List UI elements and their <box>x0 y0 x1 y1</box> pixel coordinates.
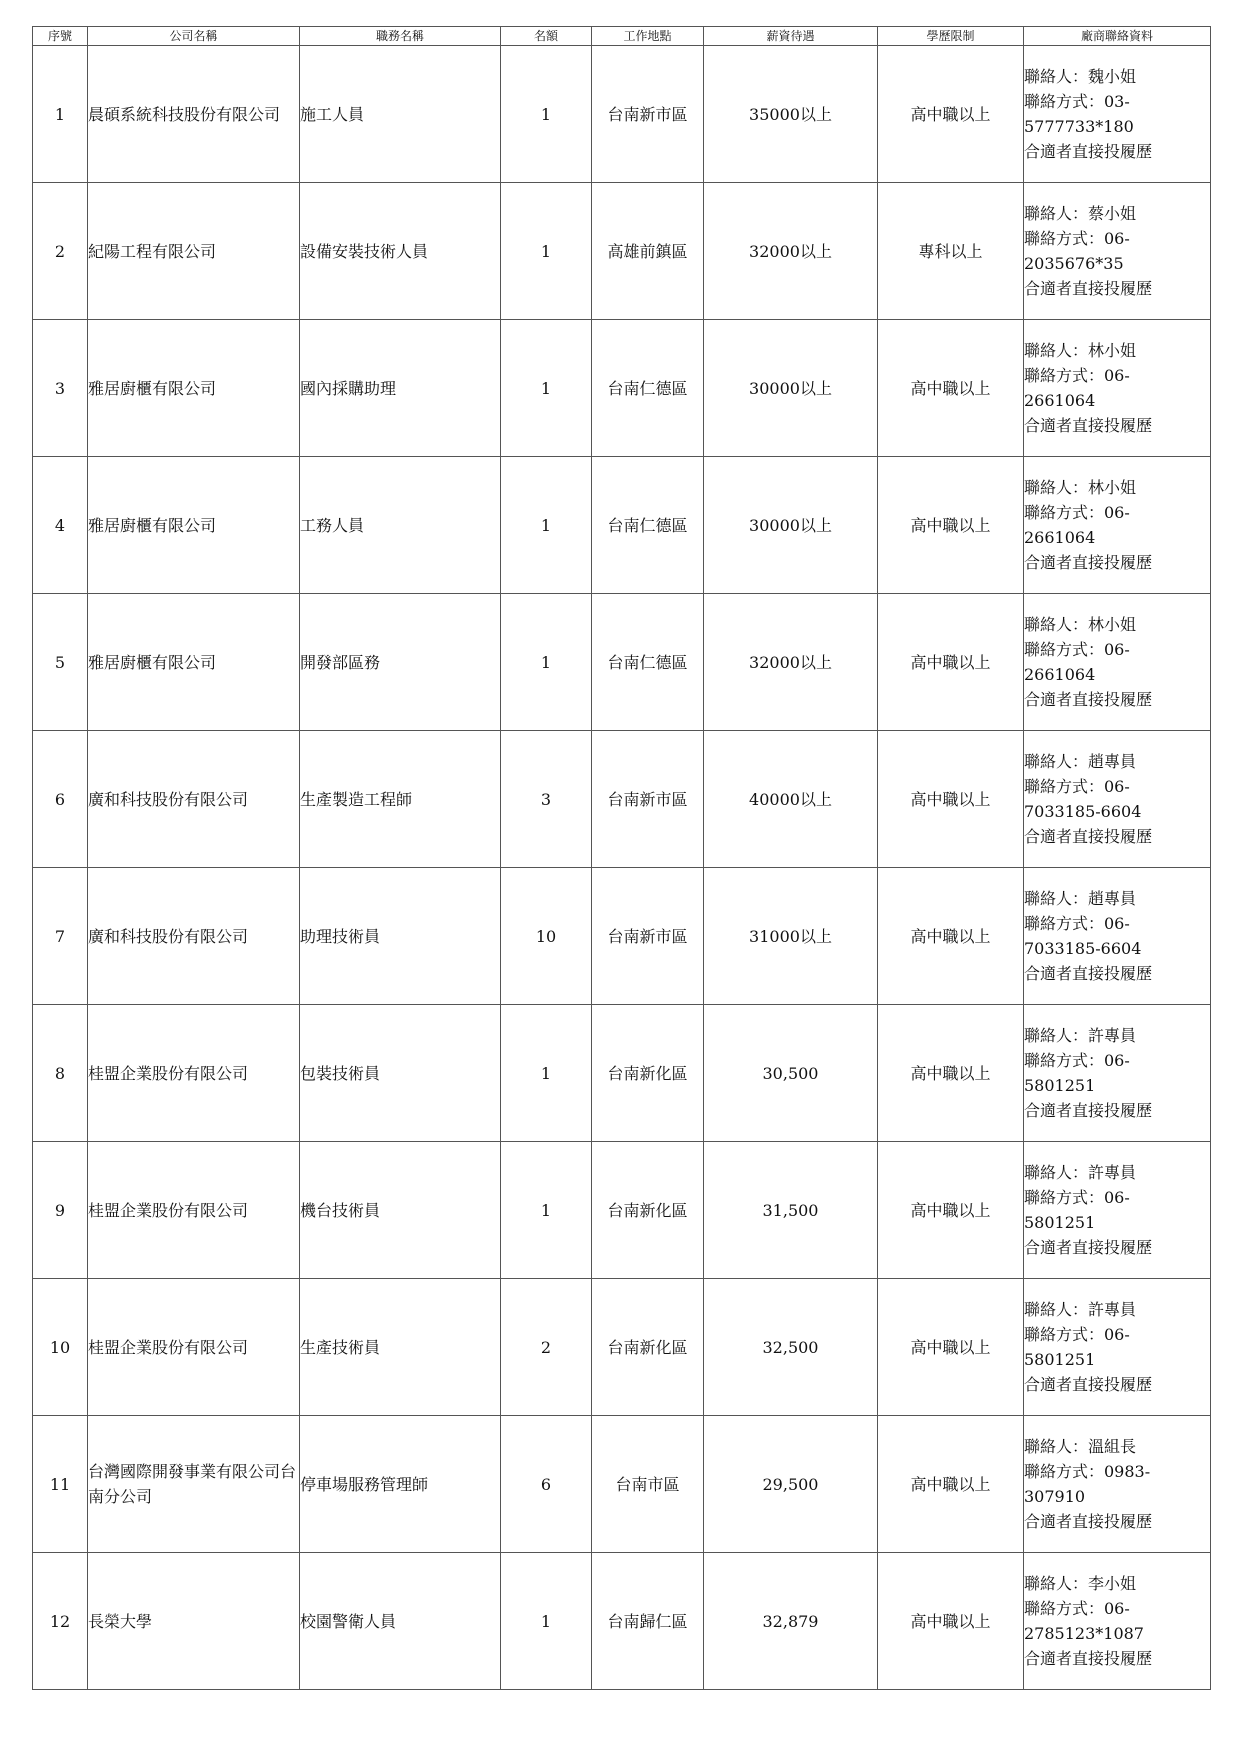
table-row <box>33 183 1211 320</box>
contact-note-line: 合適者直接投履歷 <box>1024 1649 1153 1668</box>
cell-contact <box>1024 320 1211 457</box>
cell-contact <box>1024 1005 1211 1142</box>
cell-education: 高中職以上 <box>878 1005 1024 1142</box>
contact-phone-line: 307910 <box>1024 1487 1086 1506</box>
cell-salary: 32000以上 <box>704 183 878 320</box>
cell-contact <box>1024 594 1211 731</box>
header-education: 學歷限制 <box>878 27 1024 46</box>
cell-position: 施工人員 <box>300 46 501 183</box>
cell-company: 廣和科技股份有限公司 <box>88 731 300 868</box>
cell-count: 1 <box>501 320 592 457</box>
contact-person-line: 聯絡人：趙專員 <box>1024 889 1137 908</box>
cell-salary: 30,500 <box>704 1005 878 1142</box>
header-position: 職務名稱 <box>300 27 501 46</box>
cell-position: 開發部區務 <box>300 594 501 731</box>
cell-index: 12 <box>33 1553 88 1690</box>
cell-index: 4 <box>33 457 88 594</box>
contact-note-line: 合適者直接投履歷 <box>1024 553 1153 572</box>
cell-salary: 30000以上 <box>704 320 878 457</box>
contact-person-line: 聯絡人：林小姐 <box>1024 478 1137 497</box>
table-row <box>33 731 1211 868</box>
contact-note-line: 合適者直接投履歷 <box>1024 416 1153 435</box>
cell-index: 9 <box>33 1142 88 1279</box>
contact-person-line: 聯絡人：魏小姐 <box>1024 67 1137 86</box>
contact-method-line: 聯絡方式：06- <box>1024 366 1130 385</box>
header-location: 工作地點 <box>592 27 704 46</box>
cell-index: 2 <box>33 183 88 320</box>
contact-person-line: 聯絡人：許專員 <box>1024 1300 1137 1319</box>
cell-education: 高中職以上 <box>878 457 1024 594</box>
cell-contact <box>1024 46 1211 183</box>
cell-position: 設備安裝技術人員 <box>300 183 501 320</box>
contact-person-line: 聯絡人：許專員 <box>1024 1026 1137 1045</box>
cell-salary: 30000以上 <box>704 457 878 594</box>
contact-phone-line: 5801251 <box>1024 1350 1096 1369</box>
cell-company: 晨碩系統科技股份有限公司 <box>88 46 300 183</box>
contact-method-line: 聯絡方式：06- <box>1024 1325 1130 1344</box>
cell-position: 助理技術員 <box>300 868 501 1005</box>
table-row <box>33 1142 1211 1279</box>
contact-phone-line: 5801251 <box>1024 1213 1096 1232</box>
cell-location: 台南市區 <box>592 1416 704 1553</box>
contact-method-line: 聯絡方式：06- <box>1024 1051 1130 1070</box>
cell-contact <box>1024 1279 1211 1416</box>
table-row <box>33 868 1211 1005</box>
cell-company: 廣和科技股份有限公司 <box>88 868 300 1005</box>
header-salary: 薪資待遇 <box>704 27 878 46</box>
cell-salary: 40000以上 <box>704 731 878 868</box>
contact-note-line: 合適者直接投履歷 <box>1024 827 1153 846</box>
cell-education: 高中職以上 <box>878 1553 1024 1690</box>
cell-company: 長榮大學 <box>88 1553 300 1690</box>
cell-position: 生產技術員 <box>300 1279 501 1416</box>
cell-count: 1 <box>501 183 592 320</box>
contact-person-line: 聯絡人：蔡小姐 <box>1024 204 1137 223</box>
cell-location: 台南新市區 <box>592 46 704 183</box>
cell-index: 11 <box>33 1416 88 1553</box>
contact-note-line: 合適者直接投履歷 <box>1024 279 1153 298</box>
cell-location: 高雄前鎮區 <box>592 183 704 320</box>
cell-education: 高中職以上 <box>878 731 1024 868</box>
cell-company: 台灣國際開發事業有限公司台南分公司 <box>88 1416 300 1553</box>
cell-count: 1 <box>501 46 592 183</box>
contact-person-line: 聯絡人：林小姐 <box>1024 341 1137 360</box>
contact-phone-line: 2661064 <box>1024 665 1096 684</box>
contact-person-line: 聯絡人：許專員 <box>1024 1163 1137 1182</box>
cell-location: 台南仁德區 <box>592 320 704 457</box>
cell-salary: 32000以上 <box>704 594 878 731</box>
cell-index: 3 <box>33 320 88 457</box>
cell-company: 桂盟企業股份有限公司 <box>88 1142 300 1279</box>
contact-method-line: 聯絡方式：06- <box>1024 640 1130 659</box>
header-index: 序號 <box>33 27 88 46</box>
cell-position: 機台技術員 <box>300 1142 501 1279</box>
cell-contact <box>1024 1142 1211 1279</box>
contact-note-line: 合適者直接投履歷 <box>1024 142 1153 161</box>
cell-education: 高中職以上 <box>878 1279 1024 1416</box>
cell-position: 國內採購助理 <box>300 320 501 457</box>
cell-salary: 31,500 <box>704 1142 878 1279</box>
cell-location: 台南新市區 <box>592 731 704 868</box>
contact-method-line: 聯絡方式：06- <box>1024 914 1130 933</box>
table-row <box>33 1279 1211 1416</box>
table-row <box>33 457 1211 594</box>
cell-location: 台南歸仁區 <box>592 1553 704 1690</box>
contact-phone-line: 5777733*180 <box>1024 117 1134 136</box>
cell-position: 停車場服務管理師 <box>300 1416 501 1553</box>
cell-index: 6 <box>33 731 88 868</box>
cell-location: 台南新化區 <box>592 1142 704 1279</box>
cell-count: 10 <box>501 868 592 1005</box>
cell-count: 1 <box>501 1553 592 1690</box>
cell-education: 高中職以上 <box>878 1142 1024 1279</box>
cell-education: 專科以上 <box>878 183 1024 320</box>
cell-salary: 32,879 <box>704 1553 878 1690</box>
cell-education: 高中職以上 <box>878 1416 1024 1553</box>
cell-company: 雅居廚櫃有限公司 <box>88 320 300 457</box>
table-row <box>33 594 1211 731</box>
cell-salary: 31000以上 <box>704 868 878 1005</box>
cell-education: 高中職以上 <box>878 46 1024 183</box>
cell-education: 高中職以上 <box>878 320 1024 457</box>
cell-location: 台南仁德區 <box>592 457 704 594</box>
cell-salary: 32,500 <box>704 1279 878 1416</box>
contact-phone-line: 7033185-6604 <box>1024 939 1142 958</box>
cell-company: 桂盟企業股份有限公司 <box>88 1279 300 1416</box>
table-body <box>33 46 1211 1690</box>
table-row <box>33 1416 1211 1553</box>
cell-count: 3 <box>501 731 592 868</box>
cell-index: 5 <box>33 594 88 731</box>
contact-note-line: 合適者直接投履歷 <box>1024 1101 1153 1120</box>
cell-position: 校園警衛人員 <box>300 1553 501 1690</box>
contact-note-line: 合適者直接投履歷 <box>1024 1375 1153 1394</box>
contact-method-line: 聯絡方式：06- <box>1024 1188 1130 1207</box>
cell-education: 高中職以上 <box>878 868 1024 1005</box>
cell-count: 1 <box>501 594 592 731</box>
cell-education: 高中職以上 <box>878 594 1024 731</box>
header-count: 名額 <box>501 27 592 46</box>
contact-phone-line: 2035676*35 <box>1024 254 1124 273</box>
cell-position: 工務人員 <box>300 457 501 594</box>
cell-location: 台南仁德區 <box>592 594 704 731</box>
job-listing-table <box>32 26 1211 1690</box>
contact-method-line: 聯絡方式：06- <box>1024 229 1130 248</box>
contact-phone-line: 5801251 <box>1024 1076 1096 1095</box>
contact-person-line: 聯絡人：趙專員 <box>1024 752 1137 771</box>
contact-phone-line: 2661064 <box>1024 391 1096 410</box>
contact-person-line: 聯絡人：溫組長 <box>1024 1437 1137 1456</box>
table-row <box>33 46 1211 183</box>
contact-method-line: 聯絡方式：06- <box>1024 503 1130 522</box>
cell-index: 8 <box>33 1005 88 1142</box>
cell-company: 桂盟企業股份有限公司 <box>88 1005 300 1142</box>
contact-method-line: 聯絡方式：06- <box>1024 1599 1130 1618</box>
contact-person-line: 聯絡人：林小姐 <box>1024 615 1137 634</box>
cell-count: 6 <box>501 1416 592 1553</box>
contact-note-line: 合適者直接投履歷 <box>1024 964 1153 983</box>
contact-method-line: 聯絡方式：06- <box>1024 777 1130 796</box>
table-row <box>33 1005 1211 1142</box>
job-listing-page <box>32 26 1210 1690</box>
contact-note-line: 合適者直接投履歷 <box>1024 690 1153 709</box>
cell-company: 紀陽工程有限公司 <box>88 183 300 320</box>
cell-count: 2 <box>501 1279 592 1416</box>
contact-method-line: 聯絡方式：03- <box>1024 92 1130 111</box>
cell-count: 1 <box>501 457 592 594</box>
contact-note-line: 合適者直接投履歷 <box>1024 1238 1153 1257</box>
cell-contact <box>1024 183 1211 320</box>
contact-method-line: 聯絡方式：0983- <box>1024 1462 1151 1481</box>
contact-phone-line: 7033185-6604 <box>1024 802 1142 821</box>
cell-contact <box>1024 457 1211 594</box>
cell-position: 包裝技術員 <box>300 1005 501 1142</box>
table-row <box>33 1553 1211 1690</box>
cell-salary: 29,500 <box>704 1416 878 1553</box>
contact-note-line: 合適者直接投履歷 <box>1024 1512 1153 1531</box>
contact-person-line: 聯絡人：李小姐 <box>1024 1574 1137 1593</box>
cell-company: 雅居廚櫃有限公司 <box>88 457 300 594</box>
contact-phone-line: 2661064 <box>1024 528 1096 547</box>
cell-contact <box>1024 1416 1211 1553</box>
contact-phone-line: 2785123*1087 <box>1024 1624 1144 1643</box>
cell-contact <box>1024 1553 1211 1690</box>
cell-position: 生產製造工程師 <box>300 731 501 868</box>
cell-count: 1 <box>501 1005 592 1142</box>
cell-index: 10 <box>33 1279 88 1416</box>
cell-contact <box>1024 868 1211 1005</box>
cell-count: 1 <box>501 1142 592 1279</box>
cell-location: 台南新化區 <box>592 1005 704 1142</box>
cell-index: 7 <box>33 868 88 1005</box>
cell-location: 台南新市區 <box>592 868 704 1005</box>
header-company: 公司名稱 <box>88 27 300 46</box>
cell-contact <box>1024 731 1211 868</box>
cell-location: 台南新化區 <box>592 1279 704 1416</box>
cell-company: 雅居廚櫃有限公司 <box>88 594 300 731</box>
header-contact: 廠商聯絡資料 <box>1024 27 1211 46</box>
table-row <box>33 320 1211 457</box>
cell-salary: 35000以上 <box>704 46 878 183</box>
cell-index: 1 <box>33 46 88 183</box>
table-header-row <box>33 27 1211 46</box>
